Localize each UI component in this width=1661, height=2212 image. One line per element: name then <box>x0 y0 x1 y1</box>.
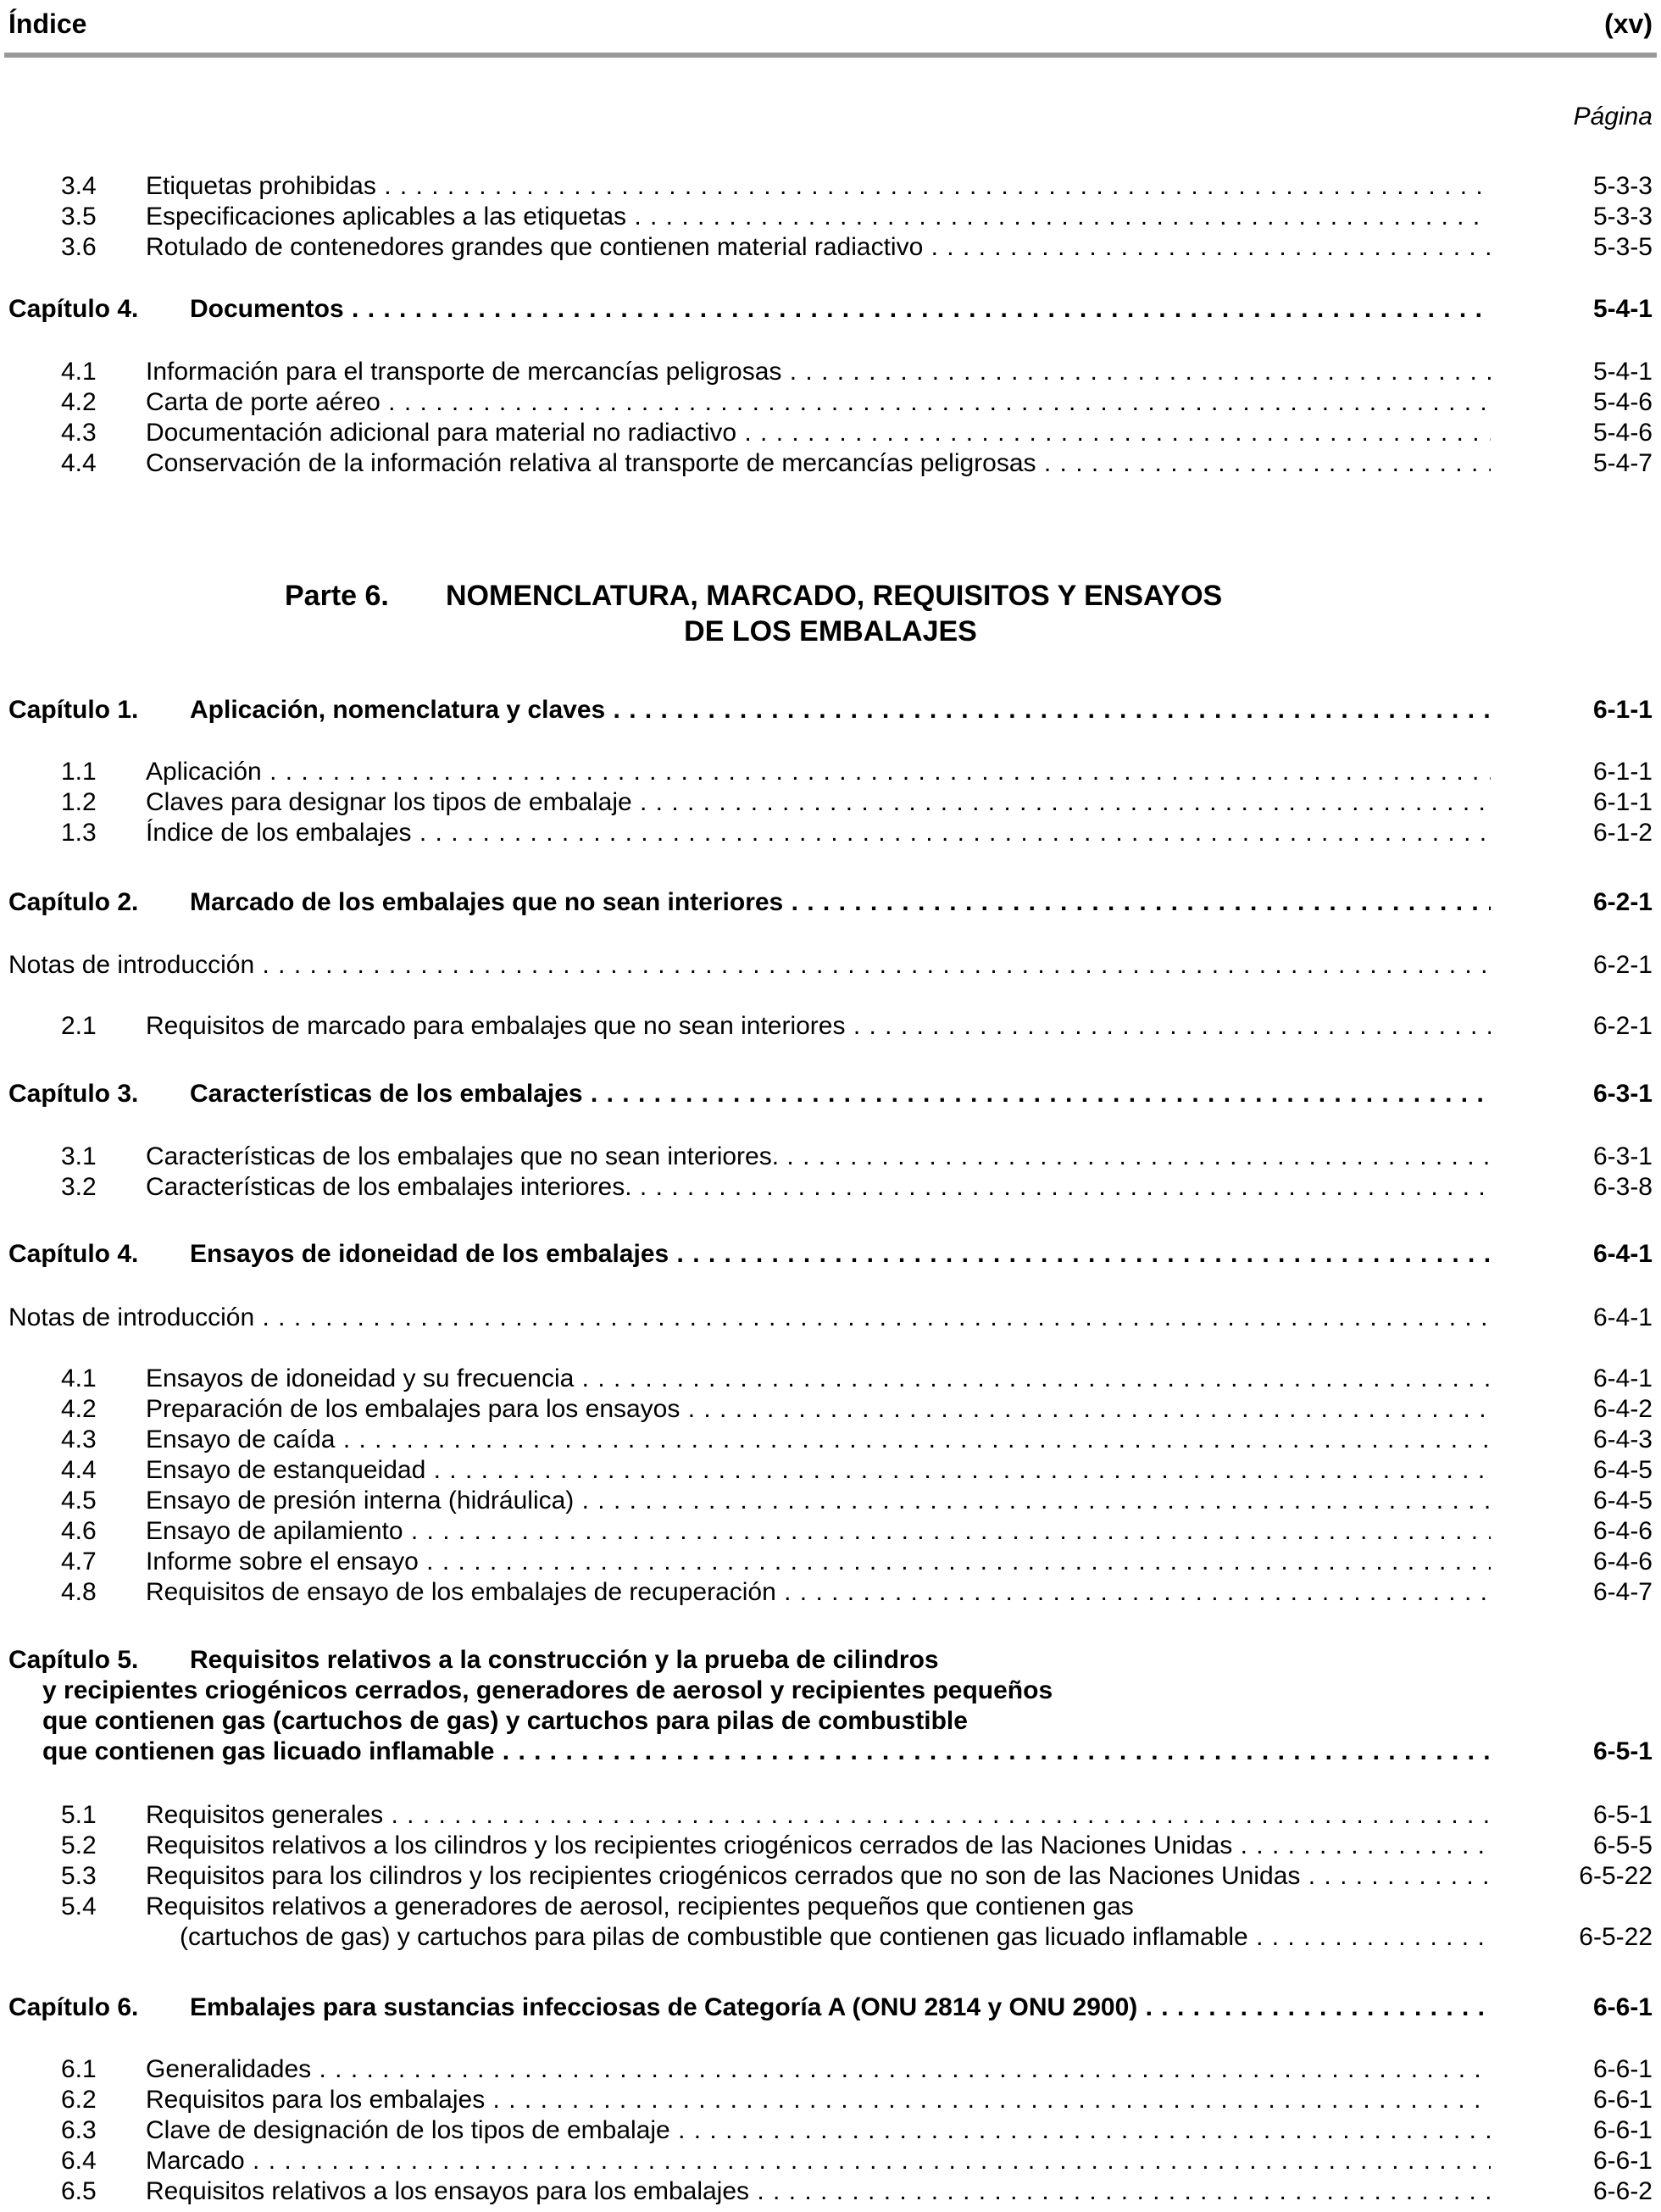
entry-title: Información para el transporte de mercancías peligrosas . . . <box>146 357 1491 387</box>
chapter-title: Marcado de los embalajes que no sean interiores . . . <box>190 887 1491 918</box>
toc-entry[interactable] <box>0 448 1661 479</box>
entry-title: Requisitos relativos a los ensayos para los embalajes . . . <box>146 2176 1491 2207</box>
entry-number: 3.4 <box>61 172 97 200</box>
entry-title: Ensayos de idoneidad y su frecuencia . . . <box>146 1364 1491 1394</box>
entry-title: Documentación adicional para material no radiactivo . . . <box>146 418 1491 448</box>
entry-title: Marcado . . . <box>146 2146 1491 2176</box>
entry-title: Claves para designar los tipos de embalaje . . . <box>146 787 1491 818</box>
entry-number: 5.3 <box>61 1862 97 1890</box>
entry-page: 6-4-1 <box>1592 1364 1653 1392</box>
entry-number: 4.1 <box>61 1364 97 1392</box>
entry-number: 4.5 <box>61 1487 97 1514</box>
entry-title: Etiquetas prohibidas . . . <box>146 171 1491 202</box>
chapter-page: 6-5-1 <box>1592 1737 1653 1765</box>
toc-entry[interactable] <box>0 202 1661 232</box>
entry-title: Requisitos para los embalajes . . . <box>146 2085 1491 2115</box>
toc-chapter[interactable] <box>0 695 1661 725</box>
toc-entry[interactable] <box>0 1425 1661 1455</box>
entry-page: 6-5-22 <box>1579 1862 1653 1890</box>
entry-number: 4.3 <box>61 1426 97 1453</box>
toc-entry[interactable] <box>0 232 1661 263</box>
entry-number: 4.7 <box>61 1548 97 1576</box>
entry-number: 4.1 <box>61 358 97 386</box>
running-header-page: (xv) <box>1604 8 1653 39</box>
entry-page: 5-3-5 <box>1592 233 1653 261</box>
entry-title: Especificaciones aplicables a las etiquetas . . . <box>146 202 1491 232</box>
page-column-label: Página <box>1573 103 1653 131</box>
entry-page: 6-6-2 <box>1592 2177 1653 2205</box>
chapter-title-line1: Requisitos relativos a la construcción y la prueba de cilindros <box>190 1646 939 1674</box>
chapter-label: Capítulo 4. <box>8 295 139 323</box>
entry-page: 6-3-1 <box>1592 1142 1653 1170</box>
entry-title: Ensayo de presión interna (hidráulica) . . . <box>146 1486 1491 1516</box>
entry-title-line2: (cartuchos de gas) y cartuchos para pilas de combustible que contienen gas licuado inflamable . . . <box>180 1922 1491 1953</box>
entry-page: 6-1-1 <box>1592 788 1653 816</box>
chapter-title-line3: que contienen gas (cartuchos de gas) y cartuchos para pilas de combustible <box>42 1707 968 1735</box>
toc-chapter[interactable] <box>0 1737 1661 1767</box>
chapter-page: 6-4-1 <box>1592 1240 1653 1268</box>
entry-title: Índice de los embalajes . . . <box>146 818 1491 848</box>
entry-page: 6-5-22 <box>1579 1923 1653 1951</box>
header-rule <box>4 53 1657 58</box>
toc-chapter[interactable] <box>0 887 1661 918</box>
toc-entry[interactable] <box>0 2085 1661 2115</box>
entry-number: 3.5 <box>61 203 97 231</box>
toc-entry[interactable] <box>0 1800 1661 1831</box>
toc-entry[interactable] <box>0 171 1661 202</box>
entry-number: 6.5 <box>61 2177 97 2205</box>
entry-number: 6.1 <box>61 2055 97 2083</box>
part-label: Parte 6. <box>285 580 389 612</box>
entry-title: Ensayo de caída . . . <box>146 1425 1491 1455</box>
entry-page: 6-4-5 <box>1592 1456 1653 1484</box>
toc-entry[interactable] <box>0 1922 1661 1953</box>
chapter-title-line4: que contienen gas licuado inflamable . . . <box>42 1737 1491 1767</box>
entry-number: 3.2 <box>61 1173 97 1201</box>
entry-title: Aplicación . . . <box>146 757 1491 787</box>
entry-title: Clave de designación de los tipos de embalaje . . . <box>146 2115 1491 2146</box>
entry-page: 6-1-1 <box>1592 758 1653 786</box>
toc-entry[interactable] <box>0 1394 1661 1425</box>
part-heading <box>0 578 1661 649</box>
part-title-line1: NOMENCLATURA, MARCADO, REQUISITOS Y ENSAYOS <box>446 580 1223 612</box>
toc-entry[interactable] <box>0 1547 1661 1577</box>
entry-page: 6-4-6 <box>1592 1548 1653 1576</box>
entry-page: 6-2-1 <box>1592 951 1653 979</box>
entry-title: Generalidades . . . <box>146 2054 1491 2085</box>
entry-number: 4.2 <box>61 1395 97 1423</box>
chapter-title: Características de los embalajes . . . <box>190 1079 1491 1109</box>
entry-number: 4.3 <box>61 419 97 447</box>
entry-page: 6-4-1 <box>1592 1303 1653 1331</box>
toc-note-entry[interactable] <box>0 1303 1661 1333</box>
toc-note-entry[interactable] <box>0 950 1661 981</box>
entry-title: Requisitos de marcado para embalajes que no sean interiores . . . <box>146 1011 1491 1042</box>
entry-title: Características de los embalajes interiores. . . . <box>146 1172 1491 1203</box>
chapter-label: Capítulo 2. <box>8 888 139 916</box>
chapter-label: Capítulo 1. <box>8 696 139 724</box>
entry-page: 6-6-1 <box>1592 2116 1653 2144</box>
entry-page: 6-4-6 <box>1592 1517 1653 1545</box>
part-title-line2: DE LOS EMBALAJES <box>684 615 977 647</box>
entry-number: 1.2 <box>61 788 97 816</box>
entry-title: Notas de introducción . . . <box>8 1303 1491 1333</box>
entry-number: 4.2 <box>61 388 97 416</box>
toc-entry[interactable] <box>0 757 1661 787</box>
chapter-label: Capítulo 5. <box>8 1646 139 1674</box>
entry-title: Requisitos de ensayo de los embalajes de recuperación . . . <box>146 1577 1491 1608</box>
entry-number: 5.1 <box>61 1801 97 1829</box>
toc-entry[interactable] <box>0 2054 1661 2085</box>
entry-number: 6.4 <box>61 2147 97 2175</box>
chapter-page: 6-6-1 <box>1592 1993 1653 2021</box>
entry-title: Requisitos relativos a los cilindros y los recipientes criogénicos cerrados de las Naciones Unidas . . . <box>146 1831 1491 1861</box>
entry-page: 6-4-3 <box>1592 1426 1653 1453</box>
toc-chapter[interactable] <box>0 1239 1661 1270</box>
toc-entry[interactable] <box>0 1486 1661 1516</box>
entry-page: 6-4-2 <box>1592 1395 1653 1423</box>
entry-page: 5-3-3 <box>1592 172 1653 200</box>
entry-page: 5-4-7 <box>1592 449 1653 477</box>
toc-entry[interactable] <box>0 418 1661 448</box>
running-header-title: Índice <box>8 8 87 39</box>
entry-title: Rotulado de contenedores grandes que contienen material radiactivo . . . <box>146 232 1491 263</box>
toc-chapter[interactable] <box>0 1992 1661 2023</box>
toc-entry[interactable] <box>0 387 1661 418</box>
entry-number: 6.3 <box>61 2116 97 2144</box>
toc-entry[interactable] <box>0 1011 1661 1042</box>
entry-number: 5.2 <box>61 1831 97 1859</box>
toc-entry[interactable] <box>0 1172 1661 1203</box>
entry-page: 6-6-1 <box>1592 2055 1653 2083</box>
toc-entry[interactable] <box>0 1831 1661 1861</box>
toc-entry[interactable] <box>0 818 1661 848</box>
entry-number: 1.1 <box>61 758 97 786</box>
entry-page: 6-4-7 <box>1592 1578 1653 1606</box>
entry-number: 2.1 <box>61 1012 97 1040</box>
entry-title: Requisitos generales . . . <box>146 1800 1491 1831</box>
chapter-page: 6-1-1 <box>1592 696 1653 724</box>
toc-entry[interactable] <box>0 2115 1661 2146</box>
chapter-title: Ensayos de idoneidad de los embalajes . . . <box>190 1239 1491 1270</box>
entry-page: 5-4-6 <box>1592 388 1653 416</box>
entry-page: 6-1-2 <box>1592 819 1653 847</box>
chapter-title: Embalajes para sustancias infecciosas de Categoría A (ONU 2814 y ONU 2900) . . . <box>190 1992 1491 2023</box>
entry-number: 4.4 <box>61 449 97 477</box>
entry-number: 1.3 <box>61 819 97 847</box>
toc-entry[interactable] <box>0 1861 1661 1892</box>
chapter-label: Capítulo 4. <box>8 1240 139 1268</box>
toc-entry[interactable] <box>0 1142 1661 1172</box>
entry-title: Ensayo de estanqueidad . . . <box>146 1455 1491 1486</box>
entry-number: 4.6 <box>61 1517 97 1545</box>
entry-number: 6.2 <box>61 2086 97 2114</box>
entry-page: 5-4-6 <box>1592 419 1653 447</box>
chapter-title: Aplicación, nomenclatura y claves . . . <box>190 695 1491 725</box>
entry-title: Conservación de la información relativa al transporte de mercancías peligrosas . . . <box>146 448 1491 479</box>
entry-number: 5.4 <box>61 1892 97 1920</box>
chapter-label: Capítulo 6. <box>8 1993 139 2021</box>
entry-title: Notas de introducción . . . <box>8 950 1491 981</box>
entry-page: 5-3-3 <box>1592 203 1653 231</box>
entry-title: Preparación de los embalajes para los ensayos . . . <box>146 1394 1491 1425</box>
chapter-page: 6-2-1 <box>1592 888 1653 916</box>
toc-entry[interactable] <box>0 1455 1661 1486</box>
entry-title-line1: Requisitos relativos a generadores de aerosol, recipientes pequeños que contienen gas <box>146 1892 1134 1920</box>
chapter-label: Capítulo 3. <box>8 1080 139 1108</box>
entry-page: 5-4-1 <box>1592 358 1653 386</box>
toc-chapter[interactable] <box>0 294 1661 325</box>
chapter-page: 5-4-1 <box>1592 295 1653 323</box>
toc-chapter[interactable] <box>0 1079 1661 1109</box>
entry-page: 6-2-1 <box>1592 1012 1653 1040</box>
entry-page: 6-3-8 <box>1592 1173 1653 1201</box>
toc-entry[interactable] <box>0 1516 1661 1547</box>
chapter-title-line2: y recipientes criogénicos cerrados, generadores de aerosol y recipientes pequeños <box>42 1676 1053 1704</box>
toc-entry[interactable] <box>0 1364 1661 1394</box>
entry-title: Requisitos para los cilindros y los recipientes criogénicos cerrados que no son de las Naciones Unidas . . . <box>146 1861 1491 1892</box>
entry-title: Carta de porte aéreo . . . <box>146 387 1491 418</box>
chapter-page: 6-3-1 <box>1592 1080 1653 1108</box>
entry-title: Características de los embalajes que no sean interiores. . . . <box>146 1142 1491 1172</box>
entry-page: 6-6-1 <box>1592 2086 1653 2114</box>
entry-number: 3.6 <box>61 233 97 261</box>
entry-number: 4.4 <box>61 1456 97 1484</box>
toc-entry[interactable] <box>0 1577 1661 1608</box>
entry-number: 3.1 <box>61 1142 97 1170</box>
toc-entry[interactable] <box>0 787 1661 818</box>
entry-page: 6-6-1 <box>1592 2147 1653 2175</box>
entry-number: 4.8 <box>61 1578 97 1606</box>
entry-title: Ensayo de apilamiento . . . <box>146 1516 1491 1547</box>
toc-entry[interactable] <box>0 2146 1661 2176</box>
toc-entry[interactable] <box>0 2176 1661 2207</box>
entry-page: 6-4-5 <box>1592 1487 1653 1514</box>
toc-entry-line1[interactable] <box>0 1892 1661 1922</box>
entry-page: 6-5-1 <box>1592 1801 1653 1829</box>
toc-entry[interactable] <box>0 357 1661 387</box>
entry-title: Informe sobre el ensayo . . . <box>146 1547 1491 1577</box>
chapter-title: Documentos . . . <box>190 294 1491 325</box>
entry-page: 6-5-5 <box>1592 1831 1653 1859</box>
